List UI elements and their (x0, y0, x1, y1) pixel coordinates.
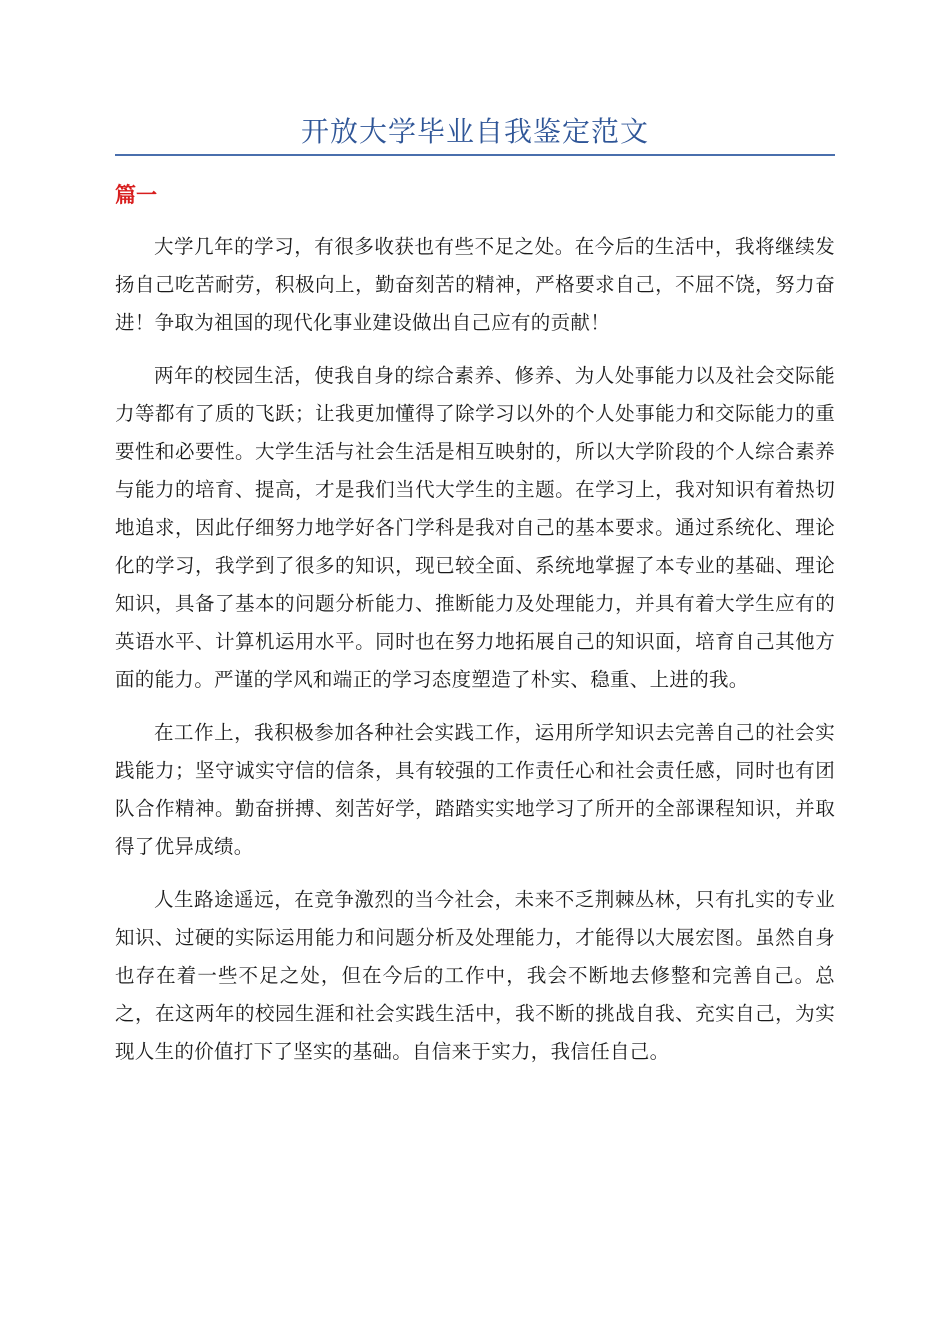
section-heading: 篇一 (115, 182, 157, 207)
document-page (115, 0, 835, 1071)
document-title: 开放大学毕业自我鉴定范文 (300, 115, 649, 148)
paragraph-4: 人生路途遥远，在竞争激烈的当今社会，未来不乏荆棘丛林，只有扎实的专业知识、过硬的实际运用能力和问题分析及处理能力，才能得以大展宏图。虽然自身也存在着一些不足之处，但在今后的工作中，我会不断地去修整和完善自己。总之，在这两年的校园生涯和社会实践生活中，我不断的挑战自我、充实自己，为实现人生的价值打下了坚实的基础。自信来于实力，我信任自己。 (115, 888, 835, 1063)
paragraph-1: 大学几年的学习，有很多收获也有些不足之处。在今后的生活中，我将继续发扬自己吃苦耐劳，积极向上，勤奋刻苦的精神，严格要求自己，不屈不饶，努力奋进！争取为祖国的现代化事业建设做出自己应有的贡献！ (115, 235, 835, 334)
body-text (115, 228, 835, 1071)
paragraph-2: 两年的校园生活，使我自身的综合素养、修养、为人处事能力以及社会交际能力等都有了质的飞跃；让我更加懂得了除学习以外的个人处事能力和交际能力的重要性和必要性。大学生活与社会生活是相互映射的，所以大学阶段的个人综合素养与能力的培育、提高，才是我们当代大学生的主题。在学习上，我对知识有着热切地追求，因此仔细努力地学好各门学科是我对自己的基本要求。通过系统化、理论化的学习，我学到了很多的知识，现已较全面、系统地掌握了本专业的基础、理论知识，具备了基本的问题分析能力、推断能力及处理能力，并具有着大学生应有的英语水平、计算机运用水平。同时也在努力地拓展自己的知识面，培育自己其他方面的能力。严谨的学风和端正的学习态度塑造了朴实、稳重、上进的我。 (115, 364, 835, 691)
title-underline-divider (115, 154, 835, 156)
paragraph-3: 在工作上，我积极参加各种社会实践工作，运用所学知识去完善自己的社会实践能力；坚守诚实守信的信条，具有较强的工作责任心和社会责任感，同时也有团队合作精神。勤奋拼搏、刻苦好学，踏踏实实地学习了所开的全部课程知识，并取得了优异成绩。 (115, 721, 835, 858)
